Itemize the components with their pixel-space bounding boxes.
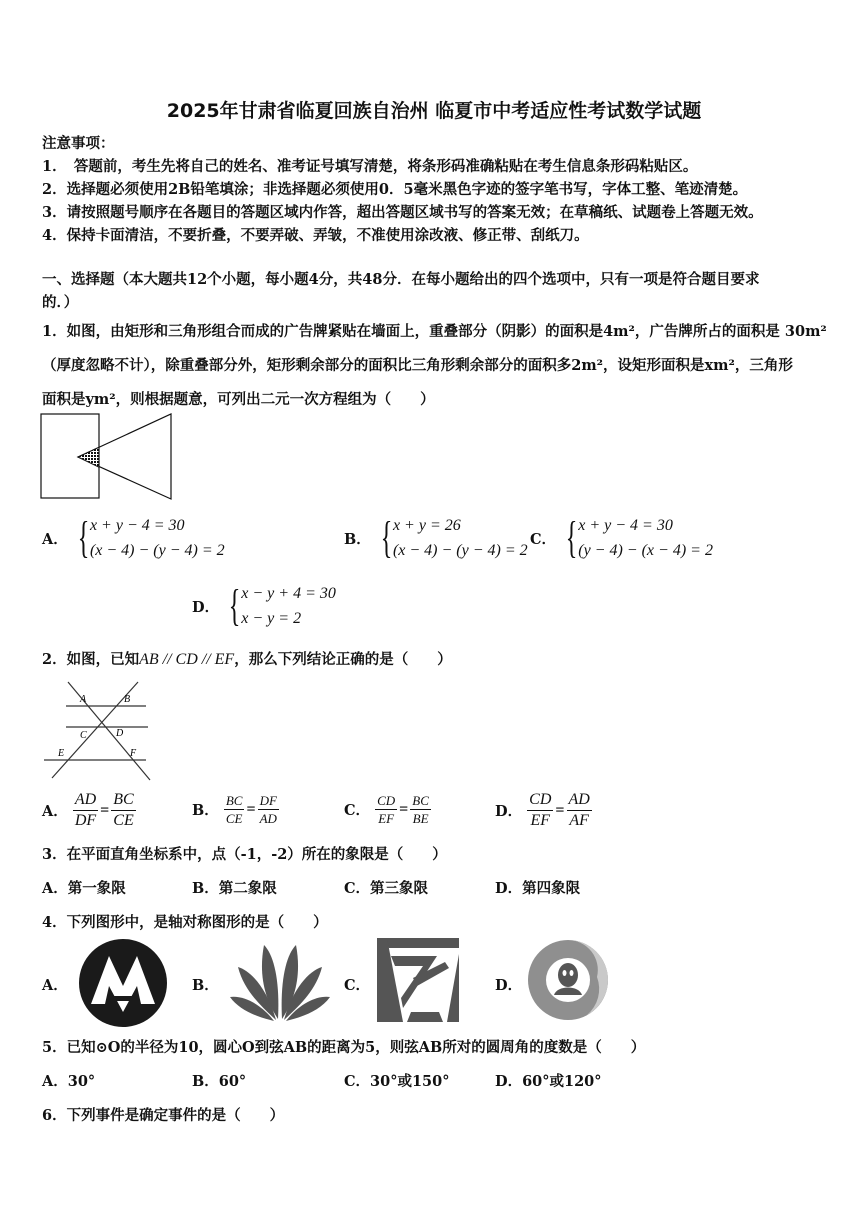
q2-label-e: E: [58, 748, 65, 759]
q2-stem-suffix: ，那么下列结论正确的是（ ）: [234, 651, 452, 668]
notice-item-3: 3．请按照题号顺序在各题目的答题区域内作答，超出答题区域书写的答案无效；在草稿纸、试题卷上答题无效。: [42, 204, 763, 221]
q2-option-a-label: A．: [42, 803, 68, 820]
q2-stem-prefix: 2．如图，已知: [42, 651, 140, 668]
q5-stem: 5．已知⊙O的半径为10，圆心O到弦AB的距离为5，则弦AB所对的圆周角的度数是（ ）: [42, 1039, 646, 1056]
fraction-denominator: CE: [225, 811, 243, 826]
q3-option-c[interactable]: C．第三象限: [344, 880, 429, 897]
fraction-denominator: CE: [113, 812, 134, 829]
q2-label-c: C: [80, 730, 87, 741]
q4-option-a-logo[interactable]: [78, 938, 168, 1028]
q1-option-c[interactable]: C． { x + y − 4 = 30 (y − 4) − (x − 4) = 2: [530, 513, 713, 562]
q2-option-d[interactable]: [495, 790, 592, 831]
q3-option-b[interactable]: B．第二象限: [192, 880, 277, 897]
q2-option-b-label: B．: [192, 802, 219, 819]
fraction-denominator: EF: [378, 811, 395, 826]
q2-option-a[interactable]: [42, 790, 136, 831]
q4-option-b-label[interactable]: B．: [192, 977, 219, 994]
q5-option-d[interactable]: D．60°或120°: [495, 1073, 602, 1090]
q1-option-b-eq2: (x − 4) − (y − 4) = 2: [392, 542, 528, 559]
section-heading-line1: 一、选择题（本大题共12个小题，每小题4分，共48分．在每小题给出的四个选项中，只有一项是符合题目要求: [42, 271, 760, 288]
fraction-denominator: DF: [74, 812, 97, 829]
q1-option-d-eq2: x − y = 2: [241, 610, 302, 627]
q1-option-a-eq2: (x − 4) − (y − 4) = 2: [89, 542, 225, 559]
q1-figure: [40, 413, 175, 501]
q2-stem-math: AB // CD // EF: [139, 651, 235, 668]
notice-item-1: 1． 答题前，考生先将自己的姓名、准考证号填写清楚，将条形码准确粘贴在考生信息条形码粘贴区。: [42, 158, 698, 175]
equals-sign: =: [555, 801, 565, 819]
equals-sign: =: [246, 800, 256, 818]
q2-label-f: F: [130, 748, 137, 759]
fraction-numerator: CD: [527, 790, 553, 811]
fraction-numerator: AD: [567, 790, 592, 811]
fraction-denominator: AD: [259, 811, 277, 826]
q3-option-d[interactable]: D．第四象限: [495, 880, 581, 897]
fraction-denominator: EF: [530, 812, 551, 829]
equals-sign: =: [100, 801, 110, 819]
q1-option-a[interactable]: A． { x + y − 4 = 30 (x − 4) − (y − 4) = 2: [42, 513, 225, 562]
q1-option-c-eq1: x + y − 4 = 30: [578, 517, 673, 534]
q4-stem: 4．下列图形中，是轴对称图形的是（ ）: [42, 914, 328, 931]
q4-option-b-logo[interactable]: [228, 941, 332, 1021]
q6-stem: 6．下列事件是确定事件的是（ ）: [42, 1107, 285, 1124]
q2-stem: [42, 648, 452, 669]
q5-option-a[interactable]: A．30°: [42, 1073, 96, 1090]
q2-label-a: A: [80, 694, 87, 705]
q1-stem-line2: （厚度忽略不计），除重叠部分外，矩形剩余部分的面积比三角形剩余部分的面积多2m²，设矩形面积是xm²，三角形: [42, 357, 793, 374]
q2-option-c[interactable]: [344, 792, 431, 827]
fraction-numerator: AD: [73, 790, 98, 811]
q1-stem-line3: 面积是ym²，则根据题意，可列出二元一次方程组为（ ）: [42, 391, 435, 408]
q1-option-c-eq2: (y − 4) − (x − 4) = 2: [578, 542, 713, 559]
q1-option-b-eq1: x + y = 26: [392, 517, 461, 534]
fraction-denominator: AF: [569, 812, 589, 829]
page-title: 2025年甘肃省临夏回族自治州 临夏市中考适应性考试数学试题: [166, 100, 702, 122]
fraction-numerator: BC: [412, 793, 429, 808]
q1-option-b[interactable]: B． { x + y = 26 (x − 4) − (y − 4) = 2: [344, 513, 528, 562]
q1-option-d-eq1: x − y + 4 = 30: [241, 585, 336, 602]
q4-option-c-logo[interactable]: [377, 938, 459, 1022]
q1-overlap-shade: [78, 447, 99, 467]
q1-option-d[interactable]: D． { x − y + 4 = 30 x − y = 2: [192, 581, 336, 630]
q2-figure: [42, 680, 154, 780]
q2-label-d: D: [116, 728, 124, 739]
q3-option-a[interactable]: A．第一象限: [42, 880, 126, 897]
q1-option-b-label: B．: [344, 530, 371, 548]
q4-option-d-logo[interactable]: [527, 937, 609, 1023]
notice-item-4: 4．保持卡面清洁，不要折叠，不要弄破、弄皱，不准使用涂改液、修正带、刮纸刀。: [42, 227, 589, 244]
q1-option-d-label: D．: [192, 598, 220, 616]
q2-option-d-label: D．: [495, 803, 523, 820]
q1-option-a-eq1: x + y − 4 = 30: [89, 517, 185, 534]
notice-heading: 注意事项：: [42, 135, 115, 152]
section-heading-line2: 的．）: [42, 294, 79, 311]
q4-option-c-label[interactable]: C．: [344, 977, 371, 994]
q3-stem: 3．在平面直角坐标系中，点（-1，-2）所在的象限是（ ）: [42, 846, 447, 863]
q2-option-b[interactable]: [192, 792, 279, 827]
fraction-numerator: CD: [377, 793, 396, 808]
fraction-numerator: BC: [111, 790, 135, 811]
q1-option-c-label: C．: [530, 530, 557, 548]
fraction-numerator: DF: [259, 793, 277, 808]
q1-option-a-label: A．: [42, 530, 68, 548]
q5-option-c[interactable]: C．30°或150°: [344, 1073, 450, 1090]
q2-option-c-label: C．: [344, 802, 371, 819]
fraction-denominator: BE: [412, 811, 429, 826]
q2-label-b: B: [124, 694, 131, 705]
notice-item-2: 2．选择题必须使用2B铅笔填涂；非选择题必须使用0．5毫米黑色字迹的签字笔书写，字体工整、笔迹清楚。: [42, 181, 748, 198]
q4-option-a-label[interactable]: A．: [42, 977, 68, 994]
q4-option-d-label[interactable]: D．: [495, 977, 523, 994]
fraction-numerator: BC: [225, 793, 243, 808]
q5-option-b[interactable]: B．60°: [192, 1073, 247, 1090]
q1-stem-line1: 1．如图，由矩形和三角形组合而成的广告牌紧贴在墙面上，重叠部分（阴影）的面积是4m²，广告牌所占的面积是 30m²: [42, 323, 827, 340]
equals-sign: =: [399, 800, 409, 818]
